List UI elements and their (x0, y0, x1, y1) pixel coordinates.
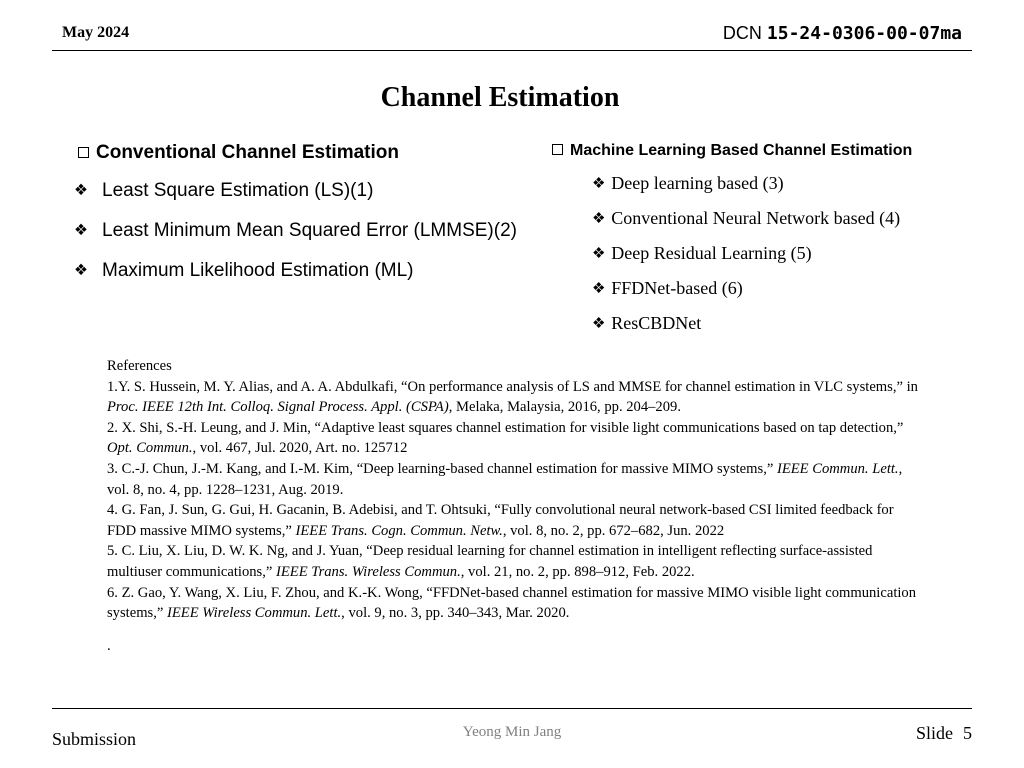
header-dcn (723, 23, 962, 44)
reference-entry (107, 500, 919, 541)
footer-author: Yeong Min Jang (462, 724, 562, 740)
ml-heading-text: Machine Learning Based Channel Estimation (570, 142, 913, 159)
reference-text: 1.Y. S. Hussein, M. Y. Alias, and A. A. Abdulkafi, “On performance analysis of LS and MMSE for channel estimation in VLC systems,” in (107, 378, 918, 395)
reference-entry (107, 583, 919, 624)
list-item: ❖ Maximum Likelihood Estimation (ML) (74, 260, 414, 281)
reference-entry (107, 377, 919, 418)
square-bullet-icon (78, 147, 89, 158)
footer-submission: Submission (52, 729, 137, 749)
conventional-heading-text: Conventional Channel Estimation (96, 142, 399, 163)
list-item: ❖ Least Minimum Mean Squared Error (LMMSE)(2) (74, 220, 517, 241)
reference-venue: IEEE Trans. Cogn. Commun. Netw. (295, 522, 503, 539)
dcn-number: 15-24-0306-00-07ma (766, 23, 962, 44)
reference-entry (107, 541, 919, 582)
reference-venue: Proc. IEEE 12th Int. Colloq. Signal Process. Appl. (CSPA) (107, 399, 449, 416)
list-item (552, 170, 982, 197)
reference-text: 2. X. Shi, S.-H. Leung, and J. Min, “Adaptive least squares channel estimation for visible light communications based on tap detection,” (107, 419, 904, 436)
reference-venue: IEEE Commun. Lett. (776, 460, 899, 477)
footer-divider (52, 708, 972, 709)
reference-text: 4. G. Fan, J. Sun, G. Gui, H. Gacanin, B. Adebisi, and T. Ohtsuki, “Fully convolutional neural network-based CSI limited feedback for FDD massive MIMO systems,” (107, 502, 894, 539)
list-item (552, 240, 982, 267)
dcn-prefix: DCN (722, 23, 767, 43)
conventional-estimation-column (74, 142, 520, 296)
reference-details: , vol. 8, no. 4, pp. 1228–1231, Aug. 2019. (107, 460, 903, 498)
footer-slide-number (916, 723, 972, 744)
list-item (552, 275, 982, 302)
references-heading: References (107, 358, 172, 374)
reference-text: 3. C.-J. Chun, J.-M. Kang, and I.-M. Kim, “Deep learning-based channel estimation for massive MIMO systems,” (107, 460, 777, 477)
list-item-text: Deep learning based (3) (611, 173, 784, 193)
list-item-text: Deep Residual Learning (5) (611, 243, 812, 263)
list-item (552, 205, 982, 232)
ml-heading (552, 142, 982, 160)
list-item: ❖ Least Square Estimation (LS)(1) (74, 180, 374, 201)
references-block (107, 356, 919, 656)
slide-title: Channel Estimation (380, 82, 620, 113)
ml-estimation-column (552, 142, 982, 345)
reference-venue: IEEE Wireless Commun. Lett. (167, 605, 342, 622)
reference-details: , vol. 21, no. 2, pp. 898–912, Feb. 2022. (460, 563, 695, 580)
reference-details: , vol. 467, Jul. 2020, Art. no. 125712 (192, 440, 408, 457)
references-trailing-mark: . (107, 637, 111, 654)
list-item-text: Least Minimum Mean Squared Error (LMMSE)(2) (102, 220, 517, 241)
header-date: May 2024 (62, 24, 130, 41)
slide-number: 5 (963, 723, 972, 743)
reference-text: 6. Z. Gao, Y. Wang, X. Liu, F. Zhou, and K.-K. Wong, “FFDNet-based channel estimation for massive MIMO visible light communication systems,” (107, 584, 917, 622)
reference-details: , Melaka, Malaysia, 2016, pp. 204–209. (448, 399, 681, 416)
reference-venue: Opt. Commun. (107, 440, 193, 457)
reference-entry (107, 418, 919, 459)
square-bullet-icon (552, 144, 563, 155)
reference-details: , vol. 8, no. 2, pp. 672–682, Jun. 2022 (502, 522, 725, 539)
conventional-heading (78, 142, 520, 164)
reference-text: 5. C. Liu, X. Liu, D. W. K. Ng, and J. Yuan, “Deep residual learning for channel estimation in intelligent reflecting surface-assisted multiuser communications,” (107, 543, 873, 580)
list-item (552, 310, 982, 337)
list-item-text: Conventional Neural Network based (4) (611, 208, 901, 228)
list-item-text: ResCBDNet (611, 313, 702, 333)
diamond-bullet-icon: ❖ (592, 246, 606, 262)
reference-venue: IEEE Trans. Wireless Commun. (276, 563, 461, 580)
diamond-bullet-icon: ❖ (592, 211, 606, 227)
diamond-bullet-icon: ❖ (592, 281, 606, 297)
header-divider (52, 50, 972, 51)
list-item-text: Maximum Likelihood Estimation (ML) (102, 260, 414, 281)
diamond-bullet-icon: ❖ (592, 176, 606, 192)
reference-entry (107, 459, 919, 500)
diamond-bullet-icon: ❖ (592, 316, 606, 332)
list-item-text: Least Square Estimation (LS)(1) (102, 180, 374, 201)
list-item-text: FFDNet-based (6) (611, 278, 743, 298)
reference-details: , vol. 9, no. 3, pp. 340–343, Mar. 2020. (341, 605, 570, 622)
slide-label: Slide (915, 723, 953, 743)
